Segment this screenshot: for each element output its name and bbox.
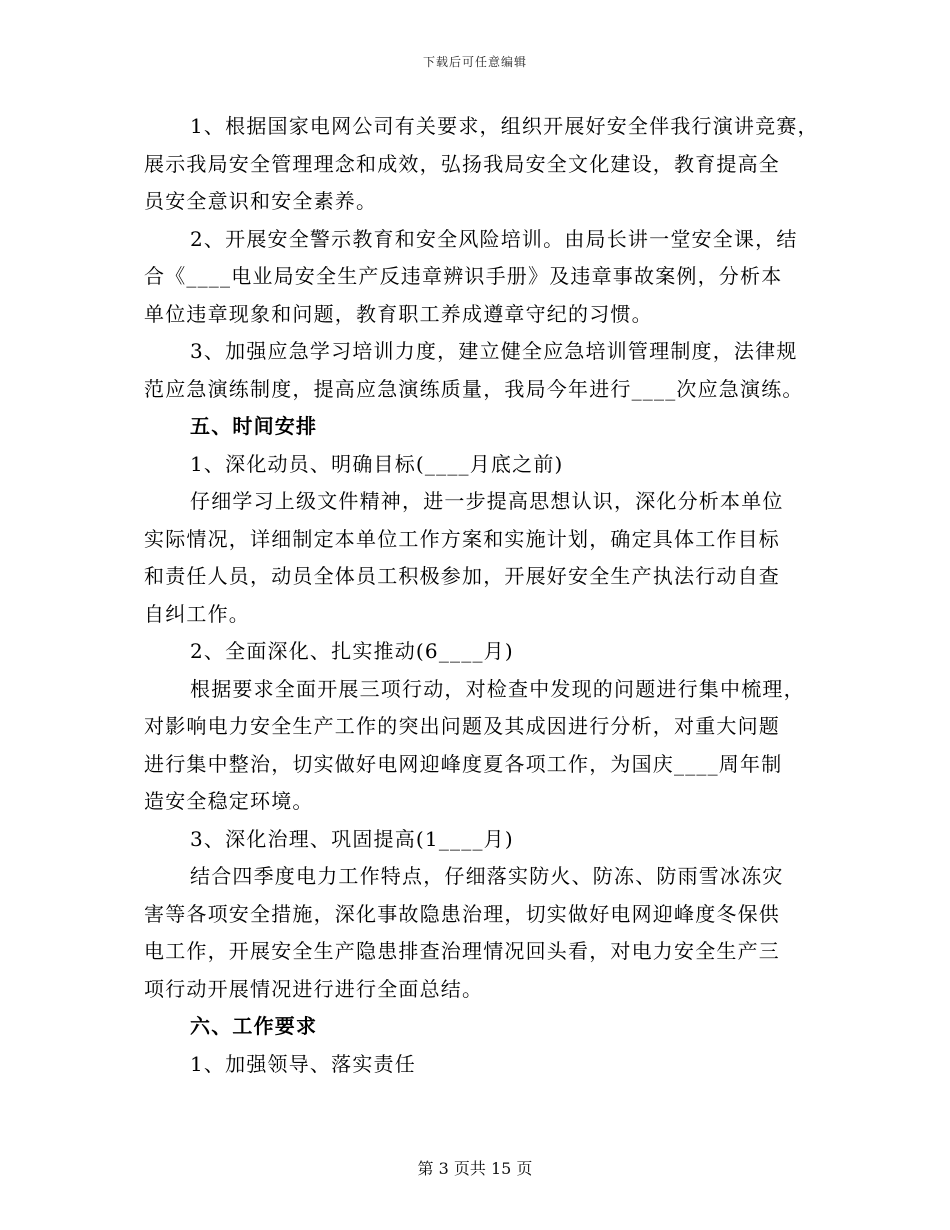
document-body <box>144 108 824 1083</box>
text-line: 2、开展安全警示教育和安全风险培训。由局长讲一堂安全课，结 <box>190 226 798 251</box>
text-line: 结合四季度电力工作特点，仔细落实防火、防冻、防雨雪冰冻灾 <box>190 864 784 888</box>
text-line: 1、深化动员、明确目标(____月底之前) <box>190 451 564 476</box>
text-line: 范应急演练制度，提高应急演练质量，我局今年进行____次应急演练。 <box>144 376 804 401</box>
text-line: 展示我局安全管理理念和成效，弘扬我局安全文化建设，教育提高全 <box>144 151 780 176</box>
text-line: 员安全意识和安全素养。 <box>144 189 378 213</box>
text-line: 害等各项安全措施，深化事故隐患治理，切实做好电网迎峰度冬保供 <box>144 901 780 926</box>
text-line: 根据要求全面开展三项行动，对检查中发现的问题进行集中梳理， <box>190 676 805 701</box>
page-footer: 第 3 页共 15 页 <box>417 1159 533 1178</box>
section-heading: 六、工作要求 <box>190 1014 318 1038</box>
text-line: 1、加强领导、落实责任 <box>190 1051 416 1076</box>
page-header: 下载后可任意编辑 <box>422 55 527 69</box>
text-line: 3、加强应急学习培训力度，建立健全应急培训管理制度，法律规 <box>190 339 798 363</box>
text-line: 3、深化治理、巩固提高(1____月) <box>190 826 514 851</box>
text-line: 2、全面深化、扎实推动(6____月) <box>190 639 514 663</box>
text-line: 1、根据国家电网公司有关要求，组织开展好安全伴我行演讲竞赛， <box>190 114 819 138</box>
text-line: 项行动开展情况进行进行全面总结。 <box>144 976 484 1001</box>
text-line: 电工作，开展安全生产隐患排查治理情况回头看，对电力安全生产三 <box>144 939 780 963</box>
section-heading: 五、时间安排 <box>190 414 318 438</box>
text-line: 自纠工作。 <box>144 601 250 626</box>
text-line: 仔细学习上级文件精神，进一步提高思想认识，深化分析本单位 <box>190 489 784 513</box>
text-line: 合《____电业局安全生产反违章辨识手册》及违章事故案例，分析本 <box>144 264 783 288</box>
text-line: 造安全稳定环境。 <box>144 789 314 813</box>
text-line: 对影响电力安全生产工作的突出问题及其成因进行分析，对重大问题 <box>144 714 780 738</box>
text-line: 单位违章现象和问题，教育职工养成遵章守纪的习惯。 <box>144 301 653 326</box>
text-line: 进行集中整治，切实做好电网迎峰度夏各项工作，为国庆____周年制 <box>144 751 783 776</box>
text-line: 和责任人员，动员全体员工积极参加，开展好安全生产执法行动自查 <box>144 564 780 588</box>
text-line: 实际情况，详细制定本单位工作方案和实施计划，确定具体工作目标 <box>144 526 780 551</box>
